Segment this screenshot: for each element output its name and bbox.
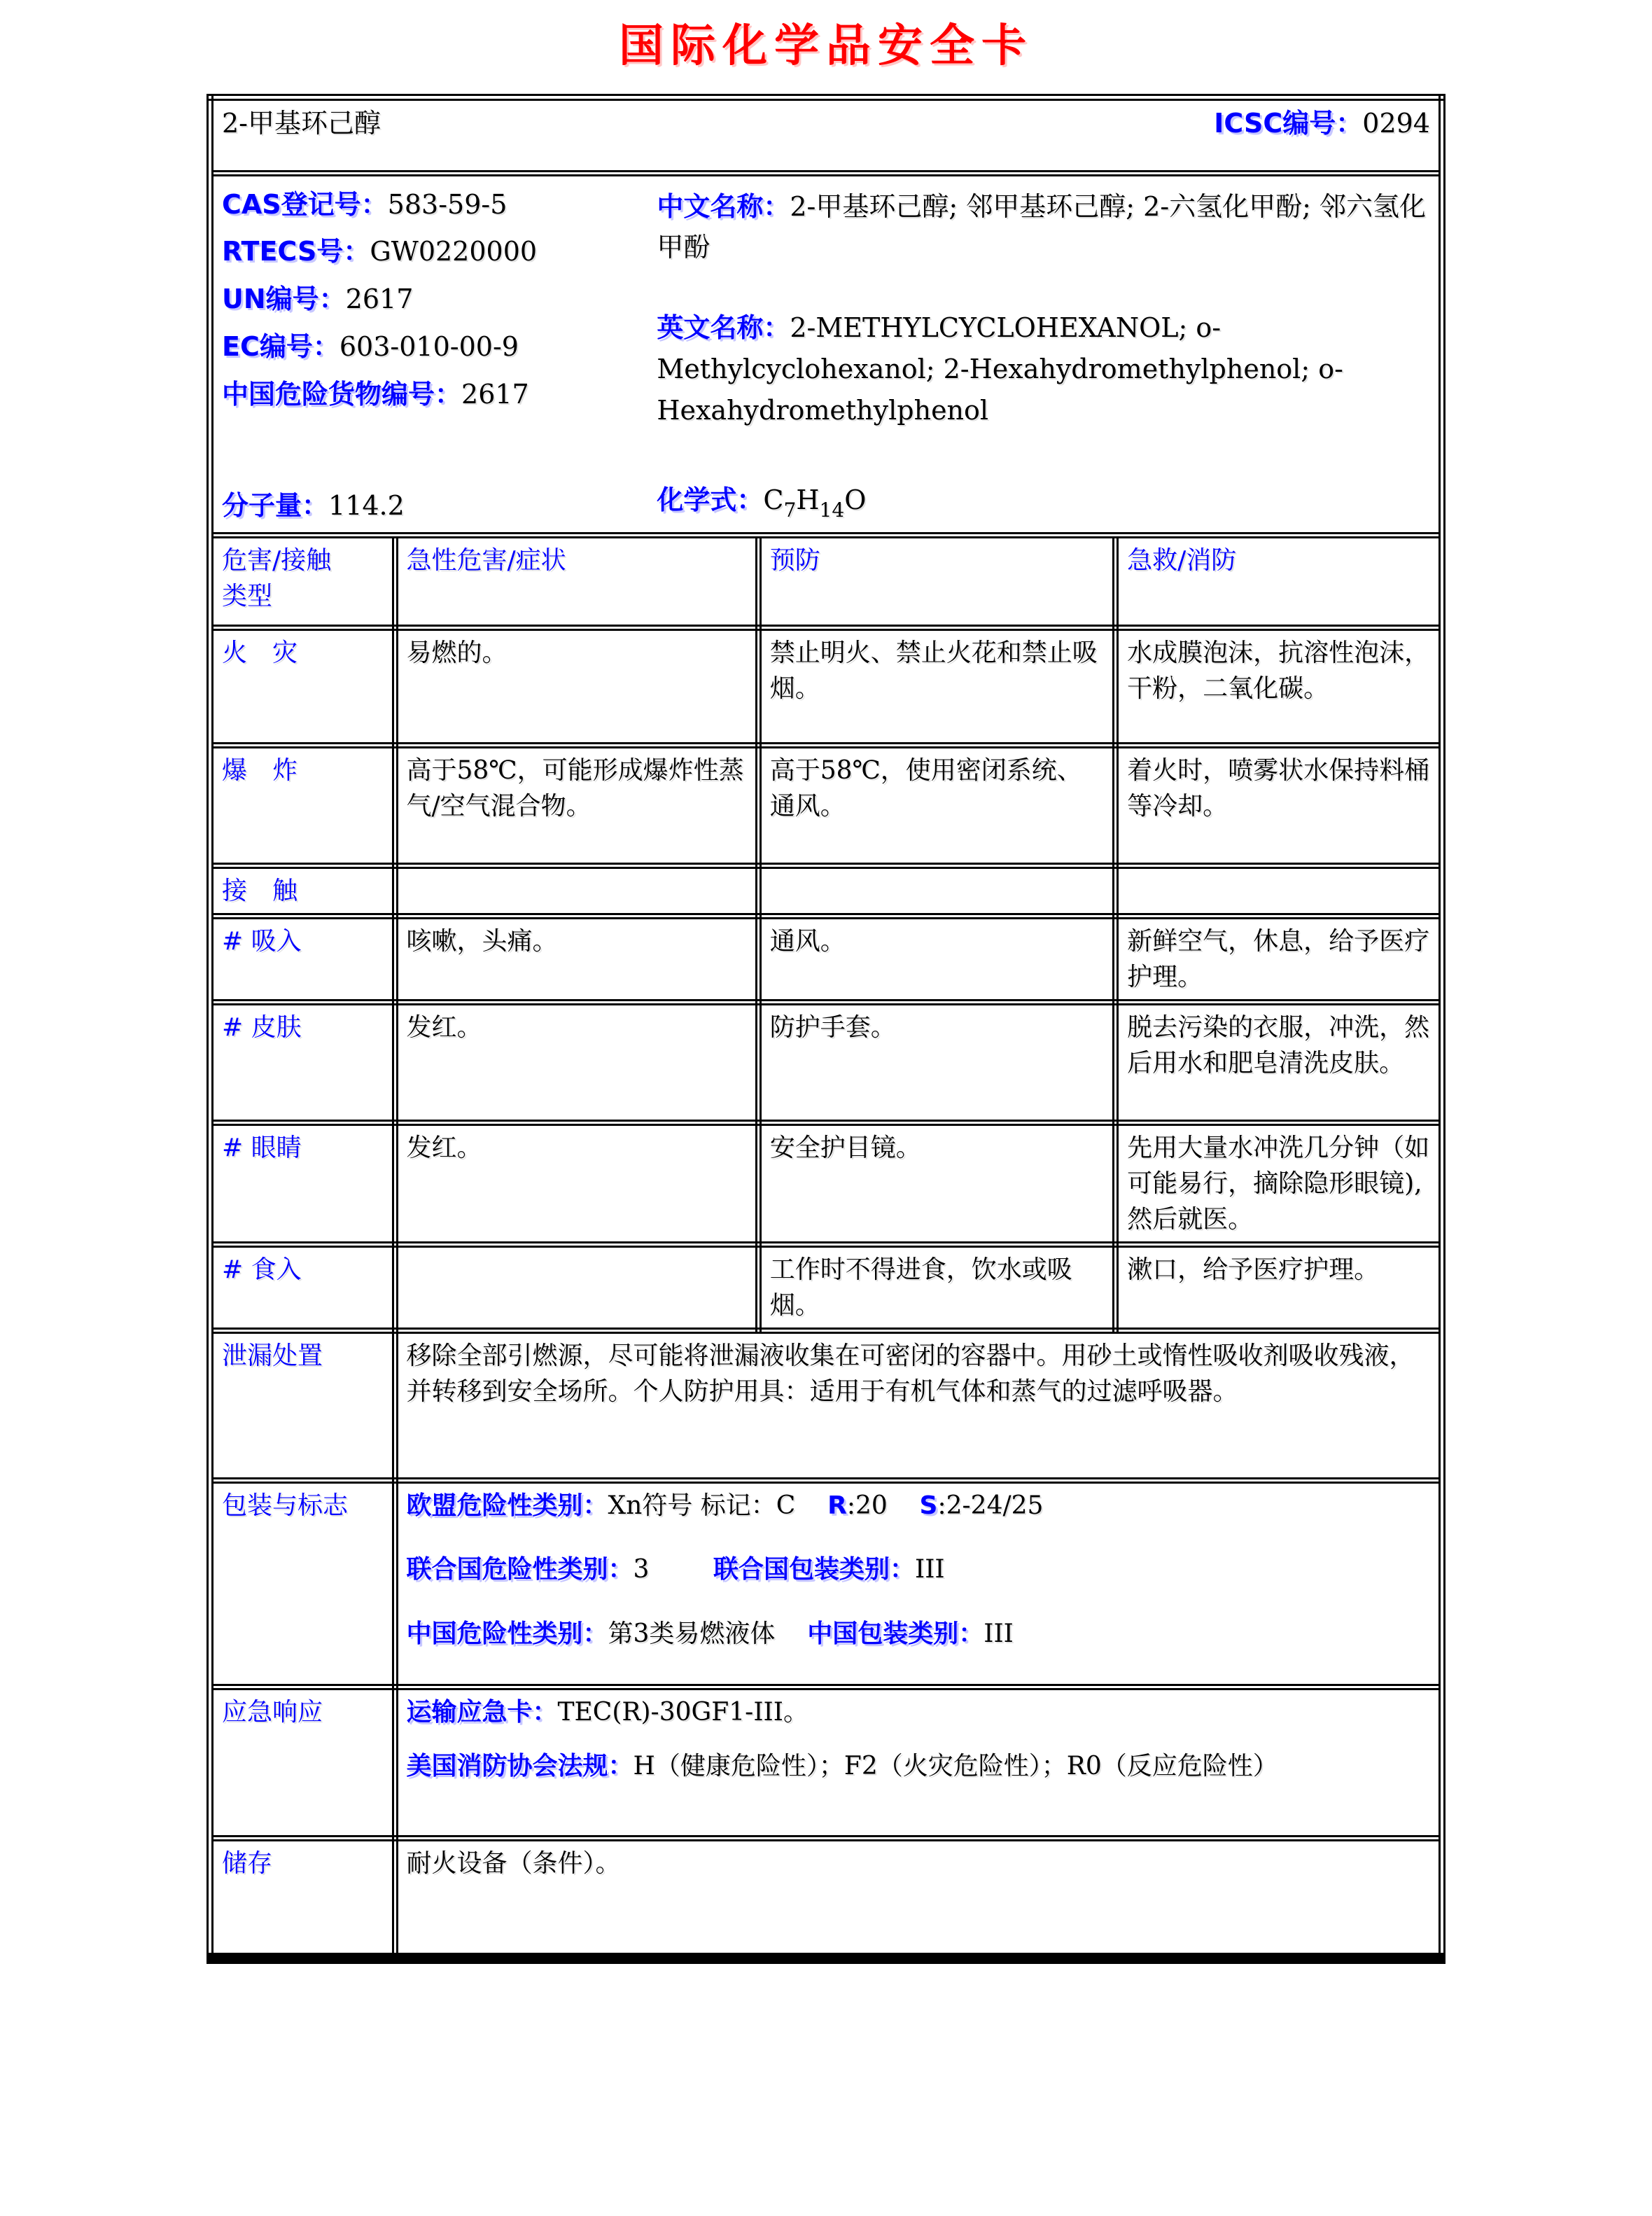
row-label-exposure: 接 触 xyxy=(210,865,395,916)
icsc-number xyxy=(1214,105,1430,143)
row-storage xyxy=(210,1838,1442,1958)
chemical-formula-line xyxy=(657,482,1430,527)
cell-ingestion-symptom xyxy=(395,1245,758,1331)
row-fire xyxy=(210,627,1442,745)
row-ingestion xyxy=(210,1245,1442,1331)
row-label-emergency: 应急响应 xyxy=(210,1687,395,1838)
page-title: 国际化学品安全卡 xyxy=(619,20,1033,72)
cell-skin-symptom: 发红。 xyxy=(395,1002,758,1122)
row-explosion xyxy=(210,745,1442,865)
cell-storage-text: 耐火设备（条件）。 xyxy=(395,1838,1442,1958)
hazard-header-row xyxy=(210,535,1442,627)
china-dg-number-value: 2617 xyxy=(461,379,529,410)
cell-ingestion-prevention: 工作时不得进食，饮水或吸烟。 xyxy=(758,1245,1115,1331)
row-emergency xyxy=(210,1687,1442,1838)
row-label-skin: # 皮肤 xyxy=(210,1002,395,1122)
row-label-explosion: 爆 炸 xyxy=(210,745,395,865)
molecular-weight-value: 114.2 xyxy=(328,489,405,521)
info-cell xyxy=(210,173,1442,535)
names-block xyxy=(657,181,1430,528)
row-label-spillage: 泄漏处置 xyxy=(210,1331,395,1481)
cell-inhalation-firstaid: 新鲜空气，休息，给予医疗护理。 xyxy=(1116,916,1442,1002)
english-names-line xyxy=(657,307,1430,431)
emergency-nfpa-line: 美国消防协会法规：H（健康危险性）；F2（火灾危险性）；R0（反应危险性） xyxy=(406,1751,1278,1781)
row-eyes xyxy=(210,1122,1442,1244)
row-label-packaging: 包装与标志 xyxy=(210,1481,395,1687)
packaging-china-line: 中国危险性类别：第3类易燃液体 中国包装类别：III xyxy=(406,1619,1014,1648)
cell-skin-prevention: 防护手套。 xyxy=(758,1002,1115,1122)
chemical-name: 2-甲基环己醇 xyxy=(222,108,382,139)
chinese-names-label: 中文名称： xyxy=(657,190,790,222)
identifier-list xyxy=(222,181,657,528)
un-number-line xyxy=(222,281,657,319)
cell-fire-symptom: 易燃的。 xyxy=(395,627,758,745)
cell-fire-firstaid: 水成膜泡沫，抗溶性泡沫，干粉，二氧化碳。 xyxy=(1116,627,1442,745)
icsc-number-value: 0294 xyxy=(1362,108,1430,139)
chemical-formula-label: 化学式： xyxy=(657,485,764,516)
row-spillage xyxy=(210,1331,1442,1481)
header-prevention: 预防 xyxy=(758,535,1115,627)
cell-explosion-prevention: 高于58℃，使用密闭系统、通风。 xyxy=(758,745,1115,865)
rtecs-number-value: GW0220000 xyxy=(370,236,538,267)
info-row xyxy=(210,173,1442,535)
english-names-value: 2-METHYLCYCLOHEXANOL; o-Methylcyclohexanol; 2-Hexahydromethylphenol; o-Hexahydromethylphenol xyxy=(657,312,1343,426)
english-names-label: 英文名称： xyxy=(657,312,790,344)
molecular-weight-label: 分子量： xyxy=(222,489,329,521)
cell-fire-prevention: 禁止明火、禁止火花和禁止吸烟。 xyxy=(758,627,1115,745)
cell-skin-firstaid: 脱去污染的衣服，冲洗，然后用水和肥皂清洗皮肤。 xyxy=(1116,1002,1442,1122)
china-dg-number-line xyxy=(222,376,657,414)
cell-exposure-firstaid xyxy=(1116,865,1442,916)
chemical-formula-value: $C_7H_{14}O$ xyxy=(763,485,867,522)
chinese-names-line xyxy=(657,186,1430,269)
emergency-tec-line: 运输应急卡：TEC(R)-30GF1-III。 xyxy=(406,1697,808,1727)
cell-eyes-prevention: 安全护目镜。 xyxy=(758,1122,1115,1244)
rtecs-number-label: RTECS号： xyxy=(222,236,370,267)
ec-number-label: EC编号： xyxy=(222,331,340,363)
cell-spillage-text: 移除全部引燃源，尽可能将泄漏液收集在可密闭的容器中。用砂土或惰性吸收剂吸收残液，并转移到安全场所。个人防护用具：适用于有机气体和蒸气的过滤呼吸器。 xyxy=(395,1331,1442,1481)
icsc-card-table xyxy=(206,94,1446,1964)
row-label-storage: 储存 xyxy=(210,1838,395,1958)
chinese-names-value: 2-甲基环己醇; 邻甲基环己醇; 2-六氢化甲酚; 邻六氢化甲酚 xyxy=(657,190,1427,263)
row-label-eyes: # 眼睛 xyxy=(210,1122,395,1244)
cell-ingestion-firstaid: 漱口，给予医疗护理。 xyxy=(1116,1245,1442,1331)
cas-number-line xyxy=(222,186,657,224)
packaging-eu-line: 欧盟危险性类别：Xn符号 标记：C R:20 S:2-24/25 xyxy=(406,1491,1044,1521)
cell-eyes-firstaid: 先用大量水冲洗几分钟（如可能易行，摘除隐形眼镜),然后就医。 xyxy=(1116,1122,1442,1244)
cell-packaging xyxy=(395,1481,1442,1687)
ec-number-value: 603-010-00-9 xyxy=(339,331,519,363)
china-dg-number-label: 中国危险货物编号： xyxy=(222,379,462,410)
titlebar xyxy=(222,105,1430,143)
cell-explosion-firstaid: 着火时，喷雾状水保持料桶等冷却。 xyxy=(1116,745,1442,865)
ec-number-line xyxy=(222,328,657,366)
header-hazard-type: 危害/接触 类型 xyxy=(210,535,395,627)
header-symptoms: 急性危害/症状 xyxy=(395,535,758,627)
molecular-weight-line xyxy=(222,487,657,528)
row-exposure xyxy=(210,865,1442,916)
cas-number-value: 583-59-5 xyxy=(387,188,507,220)
cell-exposure-prevention xyxy=(758,865,1115,916)
titlebar-cell xyxy=(210,97,1442,173)
rtecs-number-line xyxy=(222,233,657,271)
row-label-fire: 火 灾 xyxy=(210,627,395,745)
packaging-un-line: 联合国危险性类别：3 联合国包装类别：III xyxy=(406,1555,945,1584)
cell-explosion-symptom: 高于58℃，可能形成爆炸性蒸气/空气混合物。 xyxy=(395,745,758,865)
titlebar-row xyxy=(210,97,1442,173)
header-firstaid: 急救/消防 xyxy=(1116,535,1442,627)
row-label-inhalation: # 吸入 xyxy=(210,916,395,1002)
cell-exposure-symptom xyxy=(395,865,758,916)
un-number-value: 2617 xyxy=(345,284,414,315)
row-inhalation xyxy=(210,916,1442,1002)
row-label-ingestion: # 食入 xyxy=(210,1245,395,1331)
row-skin xyxy=(210,1002,1442,1122)
cell-emergency xyxy=(395,1687,1442,1838)
cell-inhalation-prevention: 通风。 xyxy=(758,916,1115,1002)
info-wrap xyxy=(222,181,1430,528)
row-packaging xyxy=(210,1481,1442,1687)
icsc-number-label: ICSC编号： xyxy=(1214,108,1363,139)
un-number-label: UN编号： xyxy=(222,284,346,315)
cell-inhalation-symptom: 咳嗽，头痛。 xyxy=(395,916,758,1002)
cas-number-label: CAS登记号： xyxy=(222,188,388,220)
cell-eyes-symptom: 发红。 xyxy=(395,1122,758,1244)
